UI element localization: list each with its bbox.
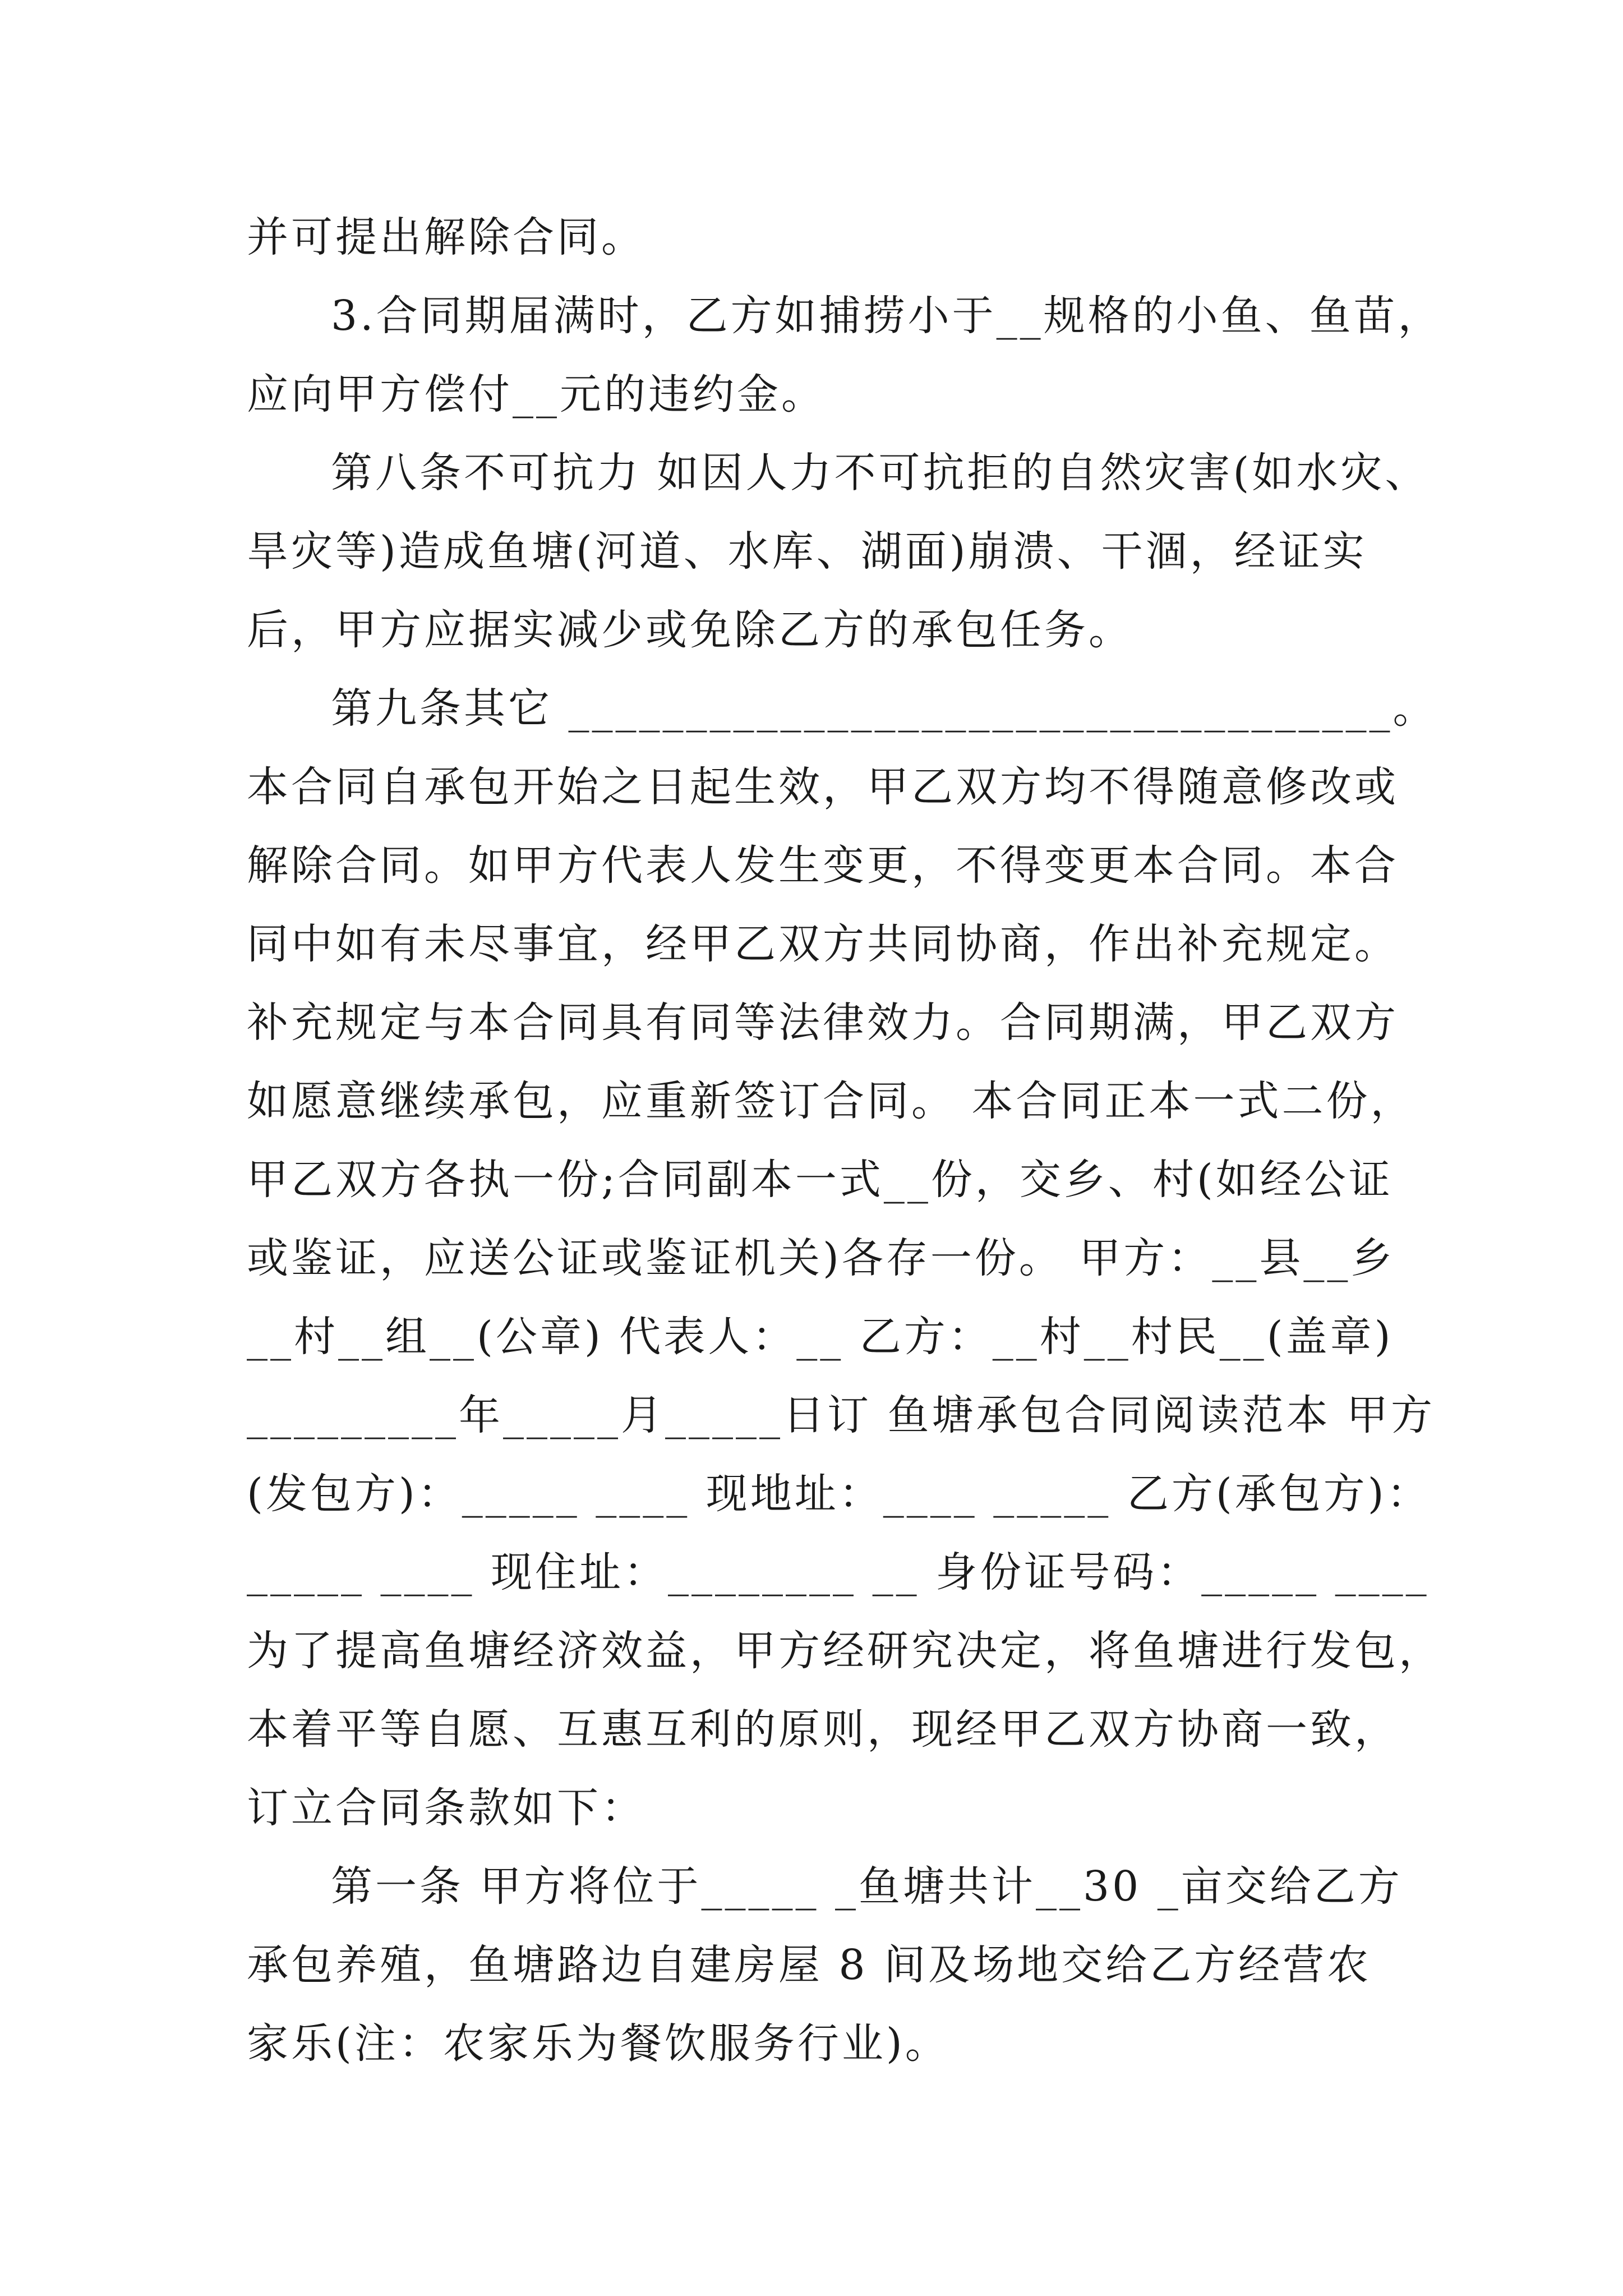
text-line: 或鉴证，应送公证或鉴证机关)各存一份。 甲方：__县__乡 [247,1234,1395,1282]
text-line: 甲乙双方各执一份;合同副本一式__份，交乡、村(如经公证 [247,1156,1393,1204]
text-line: _________年_____月_____日订 鱼塘承包合同阅读范本 甲方 [247,1391,1436,1439]
text-line: 3.合同期届满时，乙方如捕捞小于__规格的小鱼、鱼苗， [331,292,1442,340]
text-line: 应向甲方偿付__元的违约金。 [247,370,826,418]
text-line: 并可提出解除合同。 [247,213,645,261]
text-line: 承包养殖，鱼塘路边自建房屋 8 间及场地交给乙方经营农 [247,1941,1372,1989]
text-line: 订立合同条款如下： [247,1784,645,1832]
text-line: 第八条不可抗力 如因人力不可抗拒的自然灾害(如水灾、 [331,449,1430,497]
text-line: 为了提高鱼塘经济效益，甲方经研究决定，将鱼塘进行发包， [247,1627,1443,1675]
text-line: _____ ____ 现住址：________ __ 身份证号码：_____ ____ [247,1548,1430,1596]
text-line: 家乐(注：农家乐为餐饮服务行业)。 [247,2019,949,2068]
text-line: (发包方)：_____ ____ 现地址：____ _____ 乙方(承包方)： [247,1470,1431,1518]
text-line: 如愿意继续承包，应重新签订合同。 本合同正本一式二份， [247,1077,1415,1125]
text-line: 旱灾等)造成鱼塘(河道、水库、湖面)崩溃、干涸，经证实 [247,527,1367,576]
text-line: 解除合同。如甲方代表人发生变更，不得变更本合同。本合 [247,841,1399,890]
text-line: 本着平等自愿、互惠互利的原则，现经甲乙双方协商一致， [247,1705,1399,1754]
text-line: 本合同自承包开始之日起生效，甲乙双方均不得随意修改或 [247,763,1399,811]
text-line: 第九条其它 ___________________________________。 [331,684,1437,733]
text-line: 后，甲方应据实减少或免除乙方的承包任务。 [247,606,1133,654]
text-line: 第一条 甲方将位于_____ _鱼塘共计__30 _亩交给乙方 [331,1862,1403,1911]
text-line: __村__组__(公章) 代表人：__ 乙方：__村__村民__(盖章) [247,1313,1394,1361]
text-line: 同中如有未尽事宜，经甲乙双方共同协商，作出补充规定。 [247,920,1399,968]
text-line: 补充规定与本合同具有同等法律效力。合同期满，甲乙双方 [247,999,1399,1047]
